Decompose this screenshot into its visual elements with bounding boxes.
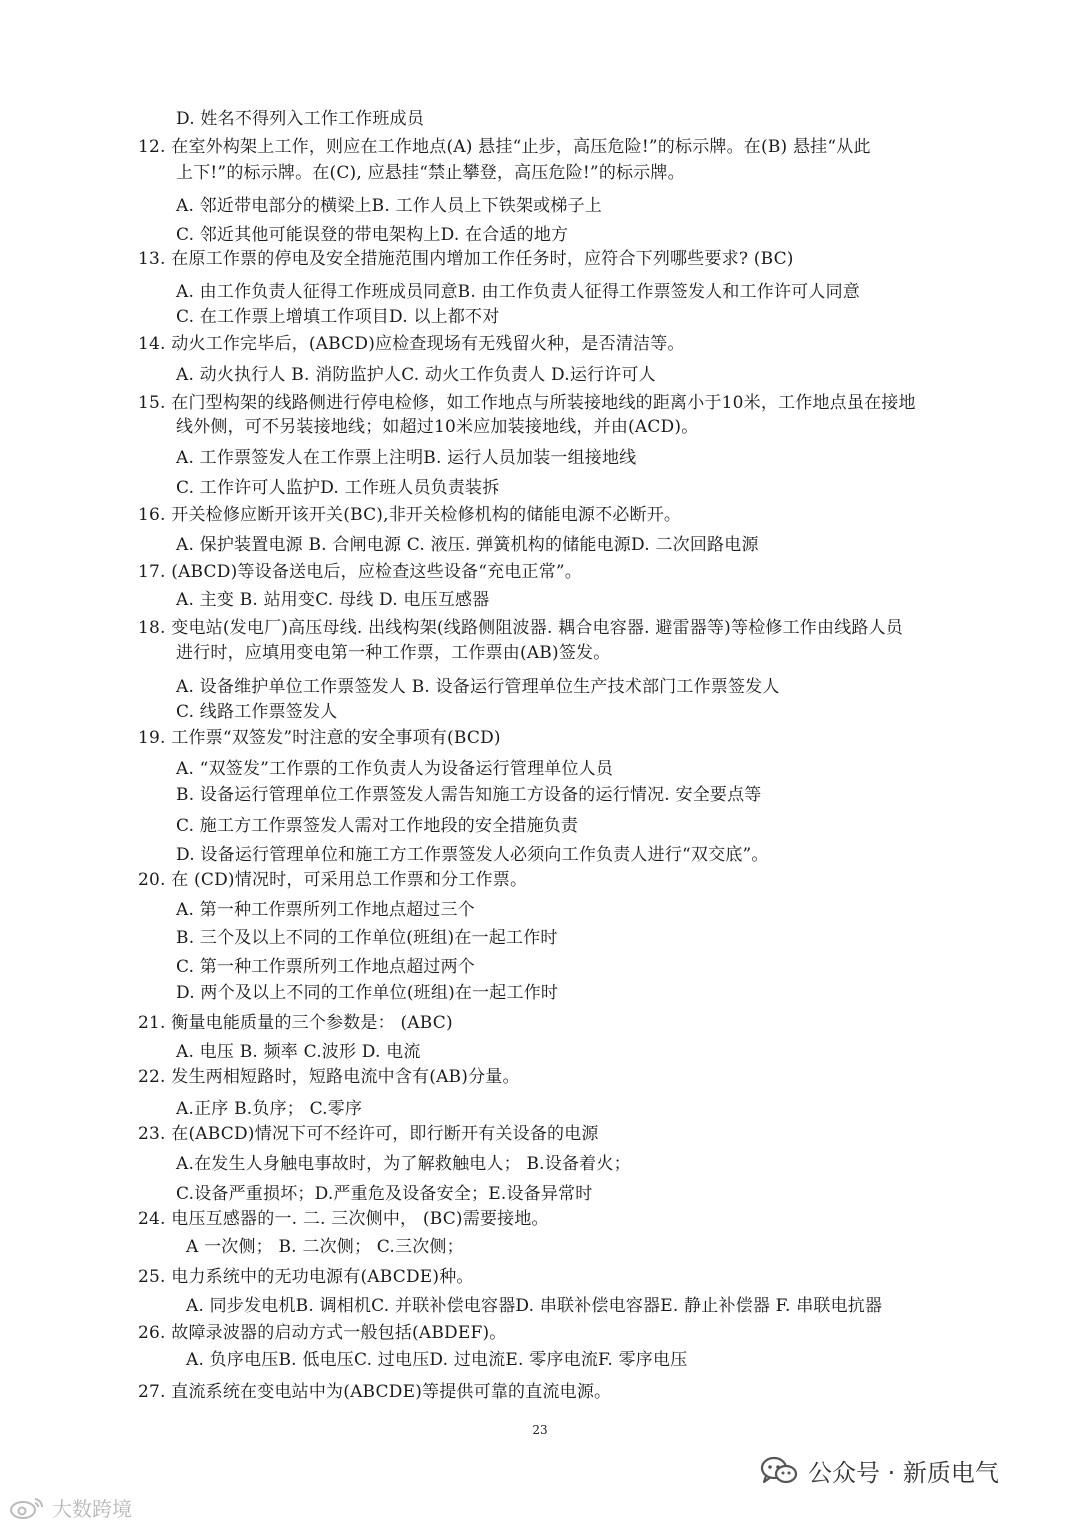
text-line: C. 工作许可人监护D. 工作班人员负责装拆: [176, 478, 500, 498]
text-line: C.设备严重损坏；D.严重危及设备安全；E.设备异常时: [176, 1184, 593, 1204]
weibo-watermark: [8, 1493, 132, 1522]
question-line: 14. 动火工作完毕后，(ABCD)应检查现场有无残留火种，是否清洁等。: [138, 334, 685, 354]
text-line: A. 主变 B. 站用变C. 母线 D. 电压互感器: [176, 590, 490, 610]
text-line: A. 设备维护单位工作票签发人 B. 设备运行管理单位生产技术部门工作票签发人: [176, 677, 780, 697]
question-line: 16. 开关检修应断开该开关(BC),非开关检修机构的储能电源不必断开。: [138, 505, 682, 525]
text-line: A. 动火执行人 B. 消防监护人C. 动火工作负责人 D.运行许可人: [176, 365, 656, 385]
question-line: 20. 在 (CD)情况时，可采用总工作票和分工作票。: [138, 870, 528, 890]
text-line: A. 工作票签发人在工作票上注明B. 运行人员加装一组接地线: [176, 448, 637, 468]
text-line: 上下!”的标示牌。在(C), 应悬挂“禁止攀登，高压危险!”的标示牌。: [176, 163, 685, 183]
text-line: C. 施工方工作票签发人需对工作地段的安全措施负责: [176, 816, 579, 836]
text-line: A 一次侧； B. 二次侧； C.三次侧；: [186, 1237, 464, 1257]
text-line: A. 由工作负责人征得工作班成员同意B. 由工作负责人征得工作票签发人和工作许可人同意: [176, 282, 860, 302]
question-line: 19. 工作票“双签发”时注意的安全事项有(BCD): [138, 728, 501, 748]
text-line: A.在发生人身触电事故时，为了解救触电人； B.设备着火；: [176, 1154, 631, 1174]
text-line: C. 在工作票上增填工作项目D. 以上都不对: [176, 307, 500, 327]
question-line: 22. 发生两相短路时，短路电流中含有(AB)分量。: [138, 1067, 520, 1087]
text-line: A. 第一种工作票所列工作地点超过三个: [176, 900, 475, 920]
text-line: A. “双签发”工作票的工作负责人为设备运行管理单位人员: [176, 759, 614, 779]
text-line: B. 设备运行管理单位工作票签发人需告知施工方设备的运行情况. 安全要点等: [176, 785, 762, 805]
text-line: A.正序 B.负序； C.零序: [176, 1099, 363, 1119]
text-line: A. 电压 B. 频率 C.波形 D. 电流: [176, 1042, 421, 1062]
text-line: D. 两个及以上不同的工作单位(班组)在一起工作时: [176, 983, 559, 1003]
text-line: C. 线路工作票签发人: [176, 702, 338, 722]
question-line: 24. 电压互感器的一. 二. 三次侧中， (BC)需要接地。: [138, 1209, 549, 1229]
question-line: 12. 在室外构架上工作，则应在工作地点(A) 悬挂“止步，高压危险!”的标示牌。在(B) 悬挂“从此: [138, 137, 871, 157]
text-line: D. 设备运行管理单位和施工方工作票签发人必须向工作负责人进行“双交底”。: [176, 845, 769, 865]
text-line: C. 邻近其他可能误登的带电架构上D. 在合适的地方: [176, 225, 569, 245]
weibo-watermark-text: 大数跨境: [52, 1497, 132, 1521]
text-line: D. 姓名不得列入工作工作班成员: [176, 109, 425, 129]
question-line: 26. 故障录波器的启动方式一般包括(ABDEF)。: [138, 1323, 507, 1343]
text-line: 进行时，应填用变电第一种工作票，工作票由(AB)签发。: [176, 643, 611, 663]
wechat-icon: [760, 1456, 798, 1486]
text-line: A. 同步发电机B. 调相机C. 并联补偿电容器D. 串联补偿电容器E. 静止补偿器 F. 串联电抗器: [186, 1296, 883, 1316]
text-line: A. 邻近带电部分的横梁上B. 工作人员上下铁架或梯子上: [176, 196, 602, 216]
question-line: 25. 电力系统中的无功电源有(ABCDE)种。: [138, 1267, 474, 1287]
weibo-icon: [8, 1495, 46, 1521]
question-line: 18. 变电站(发电厂)高压母线. 出线构架(线路侧阻波器. 耦合电容器. 避雷器等)等检修工作由线路人员: [138, 618, 903, 638]
text-line: B. 三个及以上不同的工作单位(班组)在一起工作时: [176, 928, 558, 948]
wechat-watermark-text: 公众号 · 新质电气: [808, 1459, 999, 1487]
page-number: 23: [532, 1423, 548, 1437]
question-line: 13. 在原工作票的停电及安全措施范围内增加工作任务时，应符合下列哪些要求? (BC): [138, 249, 794, 269]
question-line: 23. 在(ABCD)情况下可不经许可，即行断开有关设备的电源: [138, 1124, 599, 1144]
question-line: 21. 衡量电能质量的三个参数是： (ABC): [138, 1013, 453, 1033]
question-line: 27. 直流系统在变电站中为(ABCDE)等提供可靠的直流电源。: [138, 1382, 612, 1402]
wechat-watermark: [760, 1453, 999, 1488]
text-line: 线外侧，可不另装接地线；如超过10米应加装接地线，并由(ACD)。: [176, 417, 699, 437]
question-line: 15. 在门型构架的线路侧进行停电检修，如工作地点与所装接地线的距离小于10米，工作地点虽在接地: [138, 393, 916, 413]
text-line: A. 负序电压B. 低电压C. 过电压D. 过电流E. 零序电流F. 零序电压: [186, 1350, 688, 1370]
text-line: A. 保护装置电源 B. 合闸电源 C. 液压. 弹簧机构的储能电源D. 二次回路电源: [176, 535, 759, 555]
text-line: C. 第一种工作票所列工作地点超过两个: [176, 957, 476, 977]
question-line: 17. (ABCD)等设备送电后，应检查这些设备“充电正常”。: [138, 562, 583, 582]
